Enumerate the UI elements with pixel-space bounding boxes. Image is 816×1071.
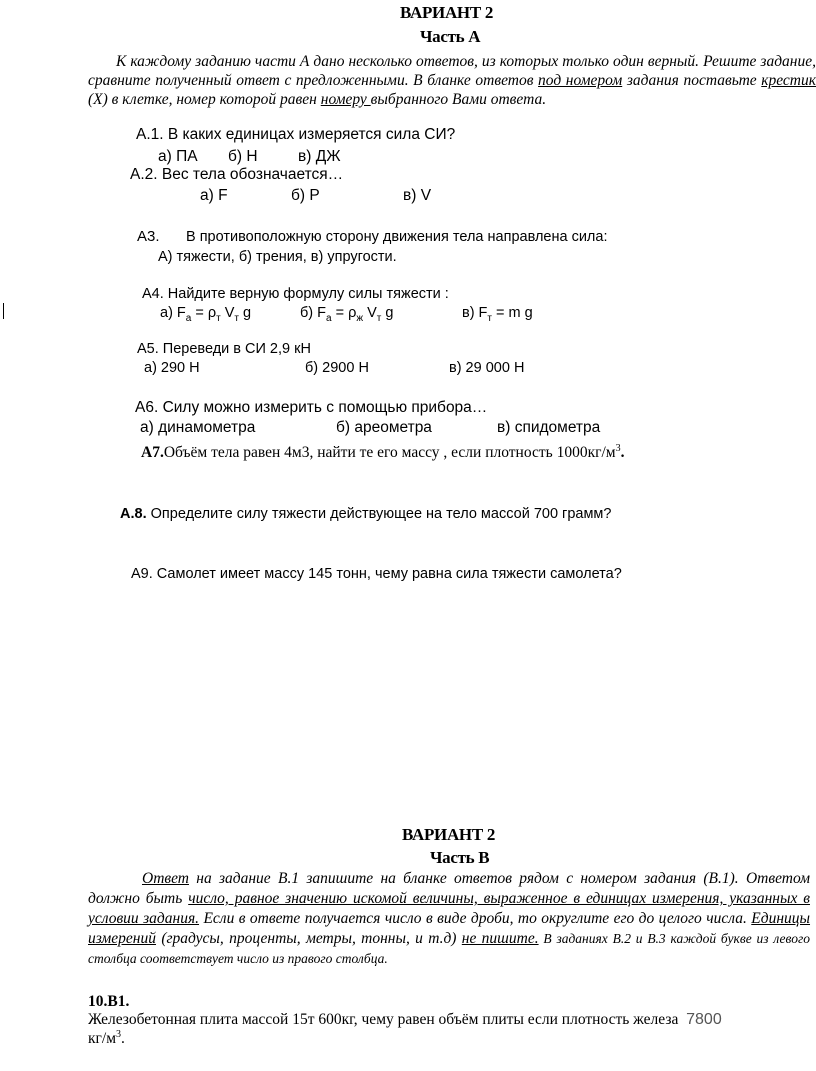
- question-a3-number: А3.: [137, 228, 160, 245]
- question-a3: В противоположную сторону движения тела направлена сила:: [186, 229, 608, 245]
- partA-text-run: выбранного Вами ответа.: [370, 91, 547, 108]
- partB-text-run: не пишите.: [461, 930, 539, 947]
- question-a8: А.8. Определите силу тяжести действующее на тело массой 700 грамм?: [120, 506, 612, 522]
- question-b1: Железобетонная плита массой 15т 600кг, чему равен объём плиты если плотность железа 7800: [88, 1011, 722, 1028]
- partB-text-run: В заданиях В.2 и В.3 каждой букве из левого столбца соответствует число из правого столбца.: [88, 931, 810, 966]
- a6-option-a: а) динамометра: [140, 419, 256, 436]
- partB-text-run: Единицы измерений: [88, 910, 811, 947]
- a1-option-a: а) ПА: [158, 148, 198, 165]
- partB-text-run: Если в ответе получается число в виде дроби, то округлите его до целого числа.: [199, 910, 752, 927]
- partB-text-run: (градусы, проценты, метры, тонны, и т.д): [156, 930, 462, 947]
- part-b-instructions: [88, 869, 810, 969]
- question-b1-unit: $кг/м^3$.: [88, 1029, 125, 1048]
- a5-option-c: в) 29 000 Н: [449, 360, 525, 376]
- question-a1: А.1. В каких единицах измеряется сила СИ?: [136, 126, 456, 143]
- variant-title-b: ВАРИАНТ 2: [402, 825, 496, 844]
- part-title-a: Часть А: [420, 27, 481, 46]
- partB-text-run: число, равное значению искомой величины, выраженное в единицах измерения, указанных в условии задания.: [88, 890, 810, 927]
- a1-option-b: б) Н: [228, 148, 258, 165]
- a5-option-b: б) 2900 Н: [305, 360, 369, 376]
- margin-mark: [3, 303, 4, 319]
- partA-text-run: К каждому заданию части А дано несколько ответов, из которых только один верный. Решите задание, сравните полученный ответ с предложенными. В бланке ответов: [88, 53, 816, 89]
- question-a7: А7.Объём тела равен 4м3, найти те его массу , если плотность $1000кг/м^3$.: [141, 443, 625, 462]
- density-value: 7800: [686, 1011, 722, 1028]
- question-a9: А9. Самолет имеет массу 145 тонн, чему равна сила тяжести самолета?: [131, 566, 622, 582]
- a2-option-c: в) V: [403, 187, 432, 204]
- a2-option-a: а) F: [200, 187, 228, 204]
- part-title-b: Часть В: [430, 848, 490, 867]
- partA-text-run: задания поставьте: [622, 72, 762, 89]
- partB-text-run: Ответ: [142, 870, 189, 887]
- question-a2: А.2. Вес тела обозначается…: [130, 166, 344, 183]
- a3-options: А) тяжести, б) трения, в) упругости.: [158, 249, 397, 265]
- a6-option-c: в) спидометра: [497, 419, 601, 436]
- a1-option-c: в) ДЖ: [298, 148, 341, 165]
- a5-option-a: а) 290 Н: [144, 360, 200, 376]
- partA-text-run: номеру: [320, 91, 371, 108]
- partA-text-run: крестик: [761, 72, 816, 89]
- partA-text-run: под номером: [538, 72, 623, 89]
- a4-option-a: а) $F_а = \rho_т$ $V_т$ g: [160, 305, 252, 324]
- part-a-instructions: [88, 52, 816, 109]
- a6-option-b: б) ареометра: [336, 419, 432, 436]
- question-a4: А4. Найдите верную формулу силы тяжести :: [142, 286, 449, 302]
- partA-text-run: (Х) в клетке, номер которой равен: [88, 91, 321, 108]
- question-a5: А5. Переведи в СИ 2,9 кН: [137, 341, 311, 357]
- partB-text-run: на задание В.1 запишите на бланке ответов рядом с номером задания (В.1). Ответом должно быть: [88, 870, 810, 907]
- variant-title-a: ВАРИАНТ 2: [400, 3, 494, 22]
- a4-option-b: б) $F_а = \rho_ж$ $V_т$ g: [300, 305, 394, 324]
- question-a6: А6. Силу можно измерить с помощью прибора…: [135, 399, 488, 416]
- a4-option-c: в) $F_т = m$ g: [462, 305, 533, 324]
- a2-option-b: б) Р: [291, 187, 320, 204]
- question-b1-number: 10.В1.: [88, 993, 130, 1010]
